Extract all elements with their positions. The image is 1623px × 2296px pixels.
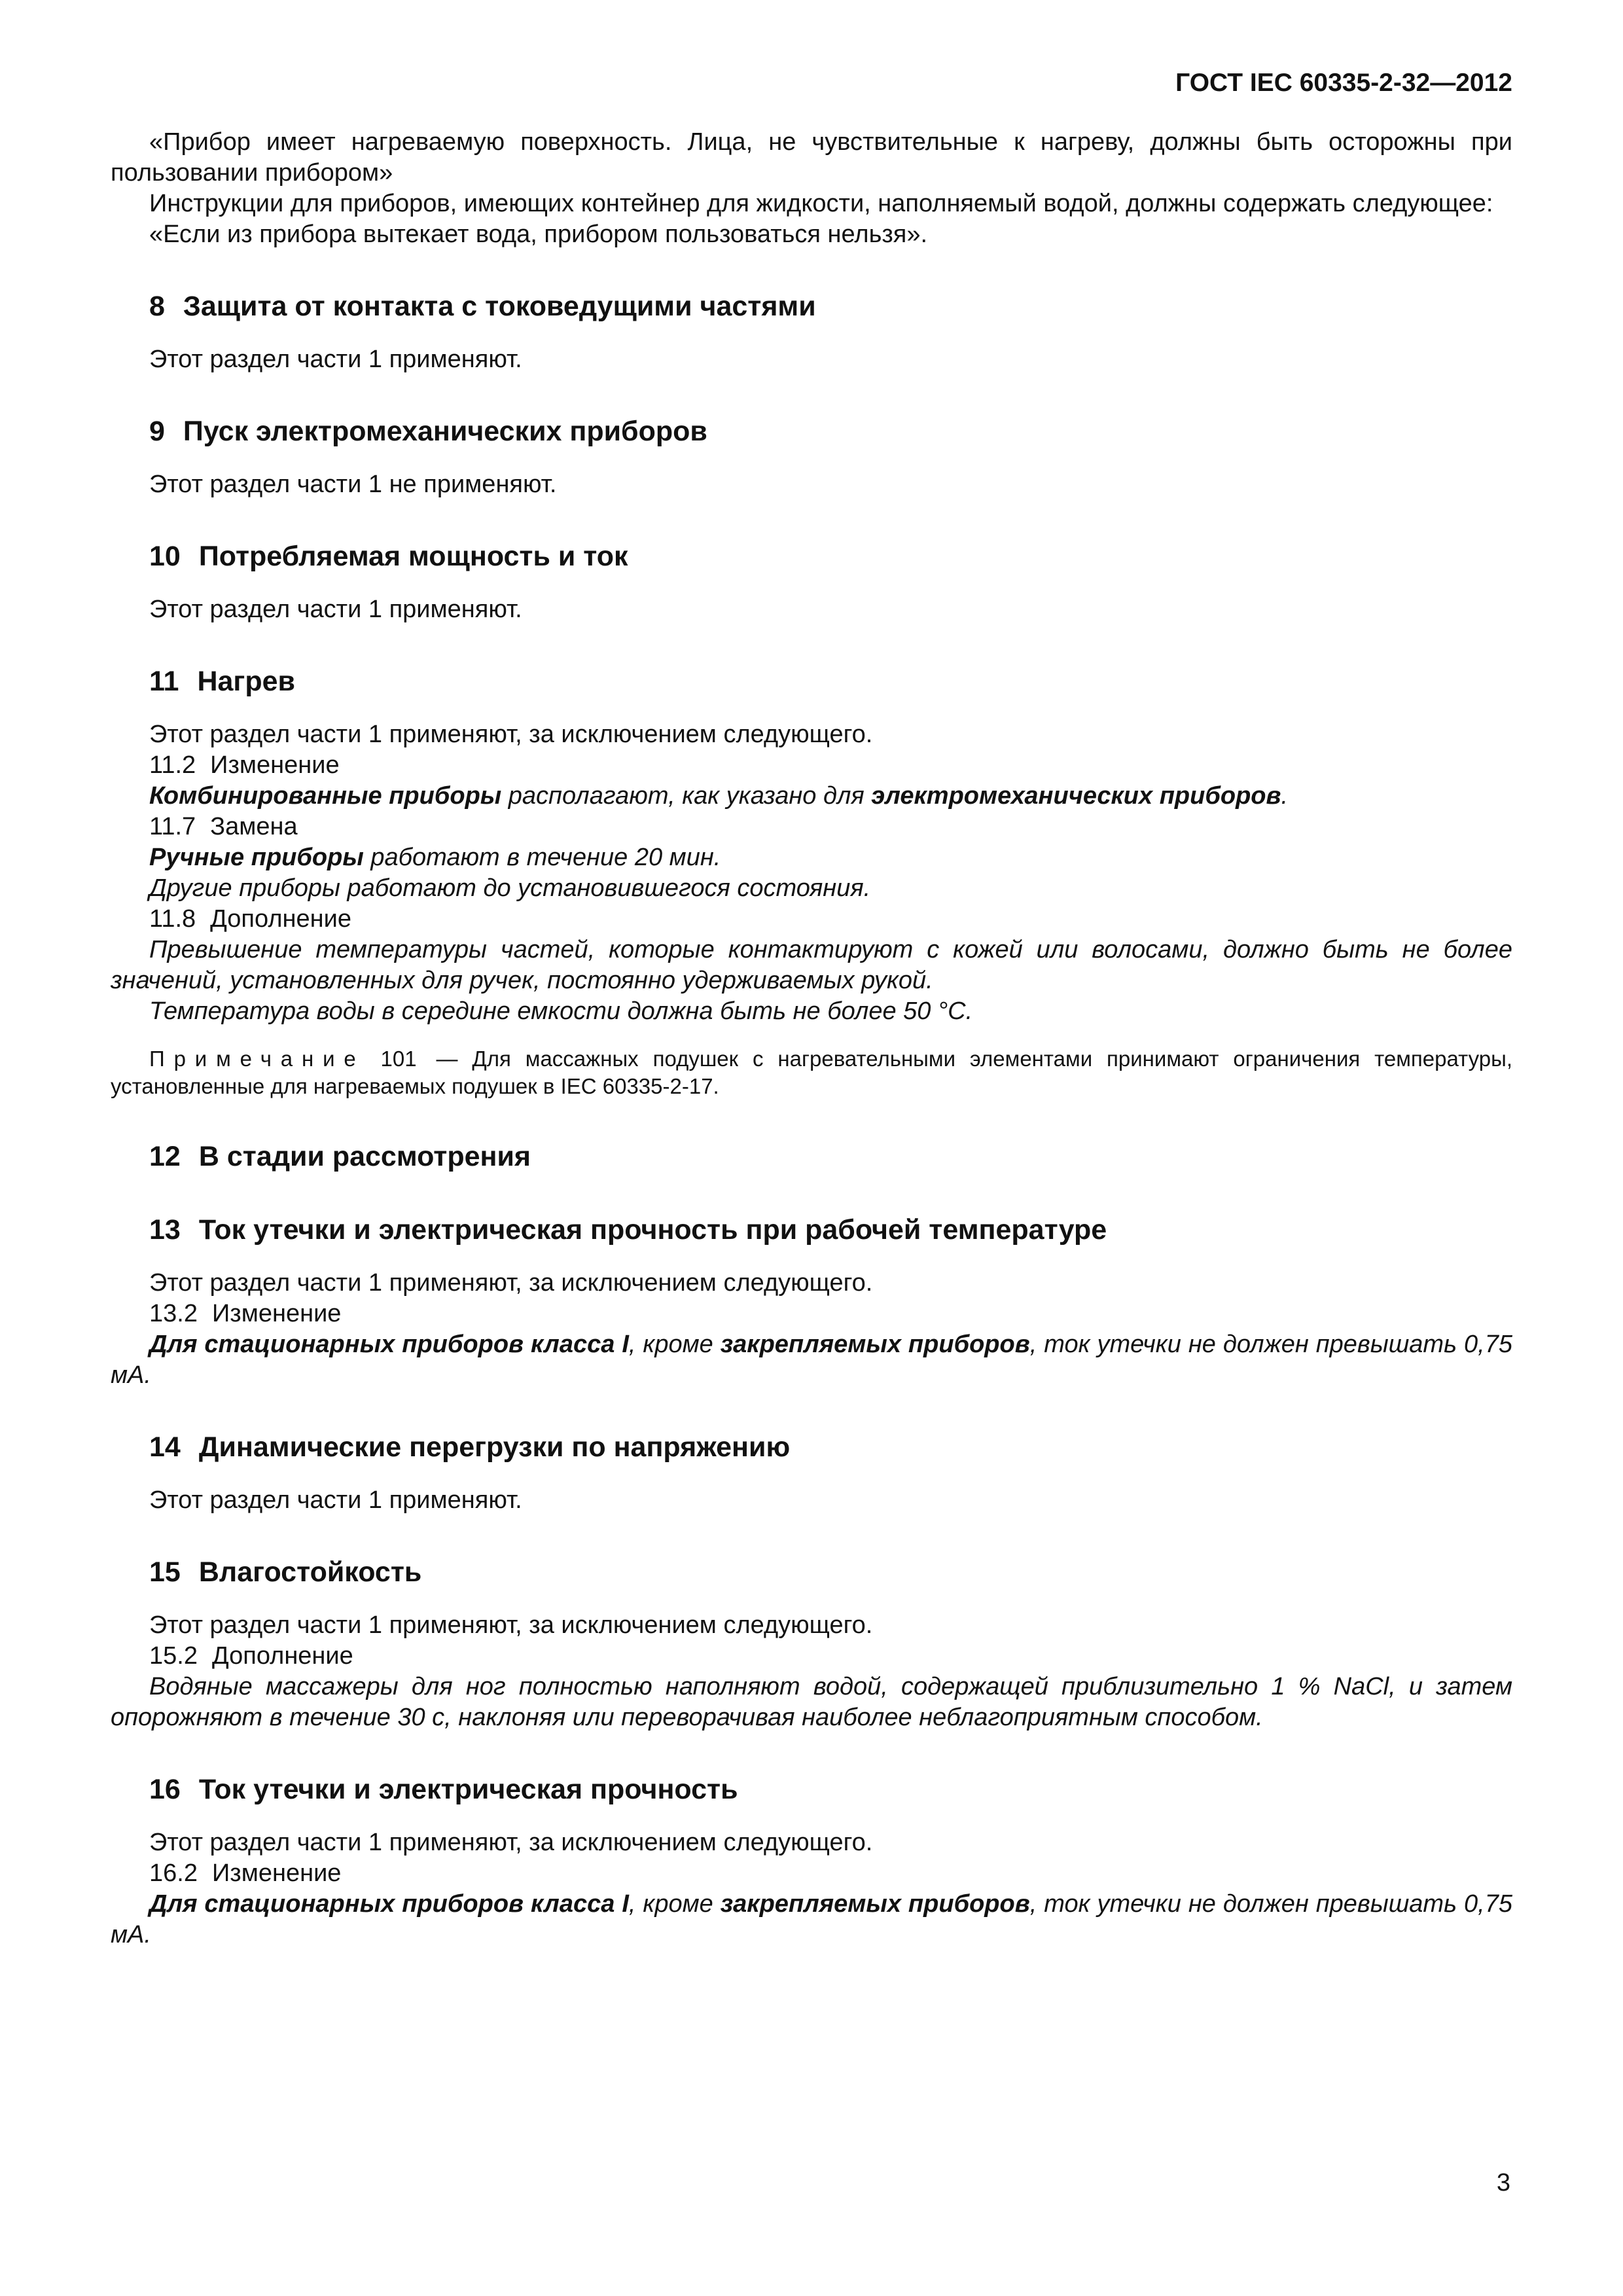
subclause-number: 13.2 bbox=[149, 1300, 198, 1327]
section-number: 16 bbox=[149, 1774, 181, 1805]
text-run: Этот раздел части 1 не применяют. bbox=[149, 471, 557, 498]
paragraph bbox=[111, 188, 1512, 219]
section-heading bbox=[149, 1430, 1512, 1464]
subclause-label: Дополнение bbox=[211, 1642, 353, 1670]
text-run: Этот раздел части 1 применяют, за исключением следующего. bbox=[149, 721, 873, 748]
paragraph bbox=[111, 469, 1512, 500]
section-heading bbox=[149, 664, 1512, 698]
paragraph bbox=[111, 1485, 1512, 1516]
text-run: Этот раздел части 1 применяют. bbox=[149, 346, 522, 373]
subclause-number: 16.2 bbox=[149, 1859, 198, 1887]
text-run: , кроме bbox=[628, 1890, 721, 1918]
section-heading bbox=[149, 539, 1512, 573]
section-title: Влагостойкость bbox=[198, 1556, 422, 1588]
page-content bbox=[111, 68, 1512, 1950]
section-title: Ток утечки и электрическая прочность при рабочей температуре bbox=[198, 1214, 1107, 1246]
running-header: ГОСТ IEC 60335-2-32—2012 bbox=[1175, 69, 1512, 97]
note-text: — Для массажных подушек с нагревательными элементами принимают ограничения температуры, установленные для нагреваемых подушек в IEC 60335-2-17. bbox=[111, 1047, 1512, 1098]
section-number: 10 bbox=[149, 541, 181, 572]
section-title: Нагрев bbox=[197, 666, 295, 697]
subclause-line bbox=[111, 812, 1512, 842]
section-number: 11 bbox=[149, 666, 179, 697]
paragraph bbox=[111, 996, 1512, 1027]
paragraph bbox=[111, 1827, 1512, 1858]
section-heading bbox=[149, 289, 1512, 323]
text-run: , ток утечки не должен превышать 0,75 мА. bbox=[111, 1890, 1512, 1948]
note-number: 101 bbox=[380, 1047, 417, 1071]
subclause-line bbox=[111, 1641, 1512, 1672]
section-title: Пуск электромеханических приборов bbox=[183, 416, 707, 447]
section-number: 9 bbox=[149, 416, 165, 447]
paragraph bbox=[111, 1268, 1512, 1299]
subclause-line bbox=[111, 1299, 1512, 1329]
section-number: 8 bbox=[149, 291, 165, 322]
text-run: Водяные массажеры для ног полностью наполняют водой, содержащей приблизительно 1 % NaCl, и затем опорожняют в течение 30 с, наклоняя или переворачивая наиболее неблагоприятным способом. bbox=[111, 1673, 1512, 1731]
paragraph bbox=[111, 344, 1512, 375]
section-title: Динамические перегрузки по напряжению bbox=[198, 1431, 791, 1463]
paragraph bbox=[111, 1672, 1512, 1733]
text-run: Комбинированные приборы bbox=[149, 782, 502, 810]
subclause-number: 11.7 bbox=[149, 813, 196, 840]
text-run: , ток утечки не должен превышать 0,75 мА. bbox=[111, 1331, 1512, 1389]
subclause-label: Замена bbox=[210, 813, 298, 840]
document-content bbox=[111, 127, 1512, 1950]
text-run: Температура воды в середине емкости должна быть не более 50 °С. bbox=[149, 997, 973, 1025]
text-run: Этот раздел части 1 применяют, за исключением следующего. bbox=[149, 1829, 873, 1856]
text-run: Инструкции для приборов, имеющих контейнер для жидкости, наполняемый водой, должны содержать следующее: bbox=[149, 190, 1493, 217]
section-number: 13 bbox=[149, 1214, 181, 1246]
section-title: Ток утечки и электрическая прочность bbox=[198, 1774, 738, 1805]
paragraph bbox=[111, 594, 1512, 625]
section-heading bbox=[149, 1555, 1512, 1589]
subclause-label: Дополнение bbox=[210, 905, 351, 933]
paragraph bbox=[111, 781, 1512, 812]
subclause-number: 11.8 bbox=[149, 905, 196, 933]
paragraph bbox=[111, 719, 1512, 750]
paragraph bbox=[111, 873, 1512, 904]
text-run: Этот раздел части 1 применяют. bbox=[149, 1486, 522, 1514]
note-label: Примечание bbox=[149, 1047, 365, 1071]
section-title: Защита от контакта с токоведущими частями bbox=[183, 291, 816, 322]
text-run: Этот раздел части 1 применяют, за исключением следующего. bbox=[149, 1611, 873, 1639]
text-run: закрепляемых приборов bbox=[720, 1331, 1030, 1358]
section-number: 14 bbox=[149, 1431, 181, 1463]
section-number: 12 bbox=[149, 1141, 181, 1172]
text-run: Другие приборы работают до установившегося состояния. bbox=[149, 874, 871, 902]
text-run: «Прибор имеет нагреваемую поверхность. Лица, не чувствительные к нагреву, должны быть осторожны при пользовании прибором» bbox=[111, 128, 1512, 187]
text-run: Этот раздел части 1 применяют. bbox=[149, 596, 522, 623]
text-run: «Если из прибора вытекает вода, прибором пользоваться нельзя». bbox=[149, 221, 928, 248]
text-run: Для стационарных приборов класса I bbox=[149, 1331, 629, 1358]
section-heading bbox=[149, 414, 1512, 448]
section-heading bbox=[149, 1772, 1512, 1806]
subclause-line bbox=[111, 750, 1512, 781]
text-run: закрепляемых приборов bbox=[720, 1890, 1030, 1918]
paragraph bbox=[111, 219, 1512, 250]
subclause-line bbox=[111, 904, 1512, 935]
text-run: электромеханических приборов bbox=[871, 782, 1281, 810]
subclause-line bbox=[111, 1858, 1512, 1889]
paragraph bbox=[111, 1610, 1512, 1641]
subclause-number: 15.2 bbox=[149, 1642, 198, 1670]
section-heading bbox=[149, 1213, 1512, 1247]
section-title: В стадии рассмотрения bbox=[198, 1141, 531, 1172]
page-number: 3 bbox=[1496, 2169, 1510, 2197]
subclause-label: Изменение bbox=[210, 751, 340, 779]
paragraph bbox=[111, 935, 1512, 996]
paragraph bbox=[111, 1889, 1512, 1950]
section-number: 15 bbox=[149, 1556, 181, 1588]
section-title: Потребляемая мощность и ток bbox=[198, 541, 628, 572]
text-run: располагают, как указано для bbox=[501, 782, 872, 810]
text-run: Для стационарных приборов класса I bbox=[149, 1890, 629, 1918]
paragraph bbox=[111, 127, 1512, 188]
subclause-label: Изменение bbox=[211, 1300, 342, 1327]
paragraph bbox=[111, 842, 1512, 873]
section-heading bbox=[149, 1139, 1512, 1174]
text-run: Ручные приборы bbox=[149, 844, 364, 871]
note-paragraph bbox=[111, 1045, 1512, 1100]
text-run: . bbox=[1281, 782, 1289, 810]
subclause-label: Изменение bbox=[211, 1859, 342, 1887]
text-run: Этот раздел части 1 применяют, за исключением следующего. bbox=[149, 1269, 873, 1297]
text-run: , кроме bbox=[628, 1331, 721, 1358]
text-run: работают в течение 20 мин. bbox=[363, 844, 721, 871]
paragraph bbox=[111, 1329, 1512, 1391]
subclause-number: 11.2 bbox=[149, 751, 196, 779]
text-run: Превышение температуры частей, которые контактируют с кожей или волосами, должно быть не более значений, установленных для ручек, постоянно удерживаемых рукой. bbox=[111, 936, 1512, 994]
